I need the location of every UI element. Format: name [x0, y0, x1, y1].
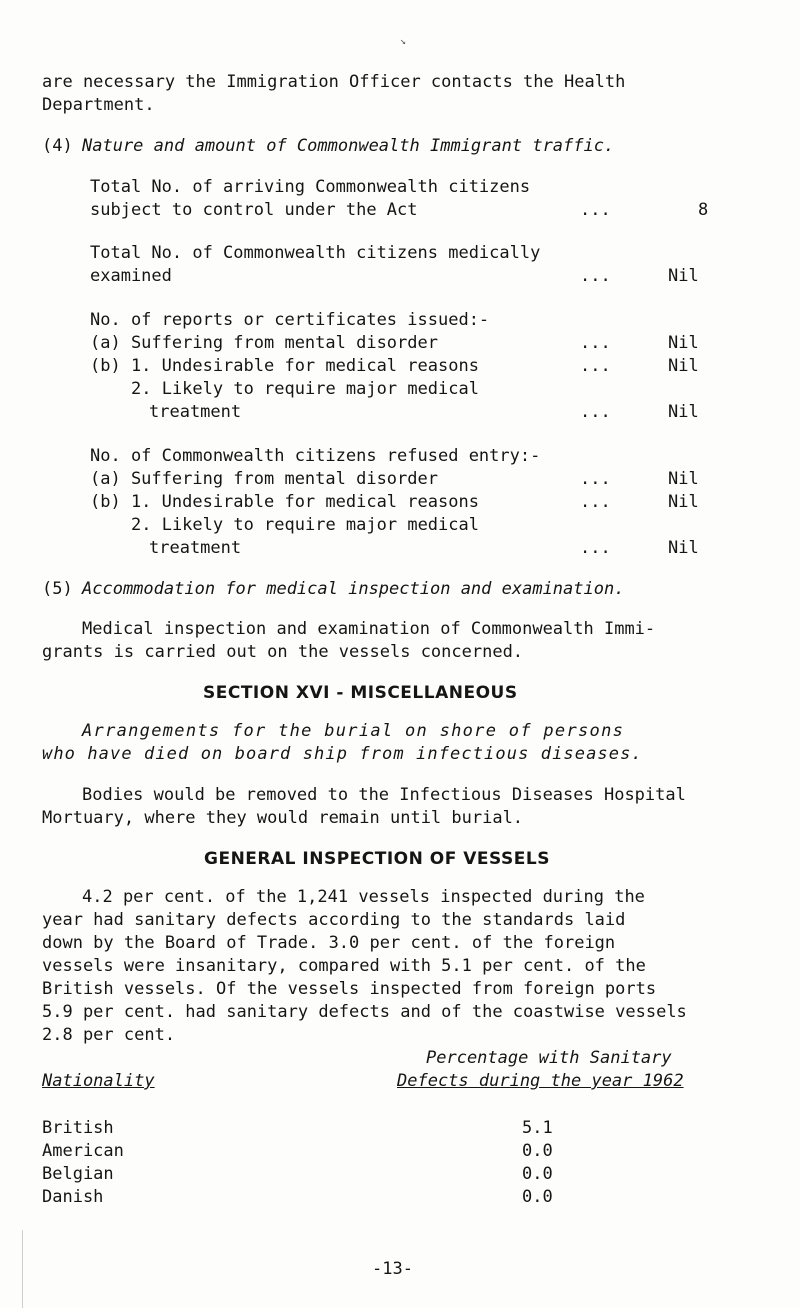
section-16-para-line-1: Bodies would be removed to the Infectious Diseases Hospital — [82, 785, 686, 805]
table-header-col2-line-1: Percentage with Sanitary — [426, 1048, 672, 1068]
refused-b2-value: Nil — [668, 538, 699, 558]
reports-a-label: (a) Suffering from mental disorder — [90, 333, 438, 353]
table-header-col2-line-2: Defects during the year 1962 — [397, 1071, 684, 1091]
total-examined-line-2: examined — [90, 266, 172, 286]
section-16-subtitle-line-1: Arrangements for the burial on shore of persons — [82, 721, 625, 741]
total-arriving-leader: ... — [580, 200, 611, 220]
section-16-subtitle-line-2: who have died on board ship from infectious diseases. — [42, 744, 643, 764]
refused-a-value: Nil — [668, 469, 699, 489]
refused-a-label: (a) Suffering from mental disorder — [90, 469, 438, 489]
reports-b2-leader: ... — [580, 402, 611, 422]
section-4-title: Nature and amount of Commonwealth Immigrant traffic. — [82, 136, 615, 156]
reports-heading: No. of reports or certificates issued:- — [90, 310, 490, 330]
intro-line-1: are necessary the Immigration Officer contacts the Health — [42, 72, 626, 92]
refused-heading: No. of Commonwealth citizens refused entry:- — [90, 446, 541, 466]
reports-b1-leader: ... — [580, 356, 611, 376]
table-row-pct: 5.1 — [522, 1118, 553, 1138]
general-para-line-2: year had sanitary defects according to the standards laid — [42, 910, 626, 930]
refused-b2-leader: ... — [580, 538, 611, 558]
table-header-nationality: Nationality — [42, 1071, 155, 1091]
total-examined-line-1: Total No. of Commonwealth citizens medically — [90, 243, 541, 263]
total-arriving-line-2: subject to control under the Act — [90, 200, 418, 220]
section-4-number: (4) — [42, 136, 73, 156]
refused-b1-label: (b) 1. Undesirable for medical reasons — [90, 492, 479, 512]
table-row-nationality: British — [42, 1118, 114, 1138]
reports-b1-value: Nil — [668, 356, 699, 376]
table-row-pct: 0.0 — [522, 1164, 553, 1184]
section-5-title: Accommodation for medical inspection and examination. — [82, 579, 625, 599]
table-row-pct: 0.0 — [522, 1187, 553, 1207]
total-examined-value: Nil — [668, 266, 699, 286]
reports-b1-label: (b) 1. Undesirable for medical reasons — [90, 356, 479, 376]
section-5-para-line-1: Medical inspection and examination of Commonwealth Immi- — [82, 619, 656, 639]
table-row-nationality: Belgian — [42, 1164, 114, 1184]
total-arriving-value: 8 — [698, 200, 709, 220]
refused-a-leader: ... — [580, 469, 611, 489]
refused-b1-value: Nil — [668, 492, 699, 512]
reports-a-leader: ... — [580, 333, 611, 353]
general-para-line-1: 4.2 per cent. of the 1,241 vessels inspected during the — [82, 887, 645, 907]
general-para-line-6: 5.9 per cent. had sanitary defects and of the coastwise vessels — [42, 1002, 687, 1022]
general-para-line-4: vessels were insanitary, compared with 5.1 per cent. of the — [42, 956, 646, 976]
section-5-number: (5) — [42, 579, 73, 599]
refused-b1-leader: ... — [580, 492, 611, 512]
general-inspection-heading: GENERAL INSPECTION OF VESSELS — [204, 849, 550, 869]
refused-b2-line-2: treatment — [149, 538, 242, 558]
page-edge-shadow — [0, 1230, 23, 1308]
intro-line-2: Department. — [42, 95, 155, 115]
total-examined-leader: ... — [580, 266, 611, 286]
reports-b2-line-2: treatment — [149, 402, 242, 422]
page-number: -13- — [372, 1259, 413, 1279]
general-para-line-5: British vessels. Of the vessels inspected from foreign ports — [42, 979, 657, 999]
section-16-heading: SECTION XVI - MISCELLANEOUS — [203, 683, 518, 703]
table-row-nationality: American — [42, 1141, 124, 1161]
reports-b2-value: Nil — [668, 402, 699, 422]
refused-b2-line-1: 2. Likely to require major medical — [131, 515, 479, 535]
reports-b2-line-1: 2. Likely to require major medical — [131, 379, 479, 399]
scan-mark: ↘ — [400, 36, 407, 47]
total-arriving-line-1: Total No. of arriving Commonwealth citizens — [90, 177, 531, 197]
general-para-line-7: 2.8 per cent. — [42, 1025, 176, 1045]
table-row-pct: 0.0 — [522, 1141, 553, 1161]
table-row-nationality: Danish — [42, 1187, 104, 1207]
reports-a-value: Nil — [668, 333, 699, 353]
general-para-line-3: down by the Board of Trade. 3.0 per cent. of the foreign — [42, 933, 616, 953]
section-16-para-line-2: Mortuary, where they would remain until burial. — [42, 808, 524, 828]
section-5-para-line-2: grants is carried out on the vessels concerned. — [42, 642, 524, 662]
